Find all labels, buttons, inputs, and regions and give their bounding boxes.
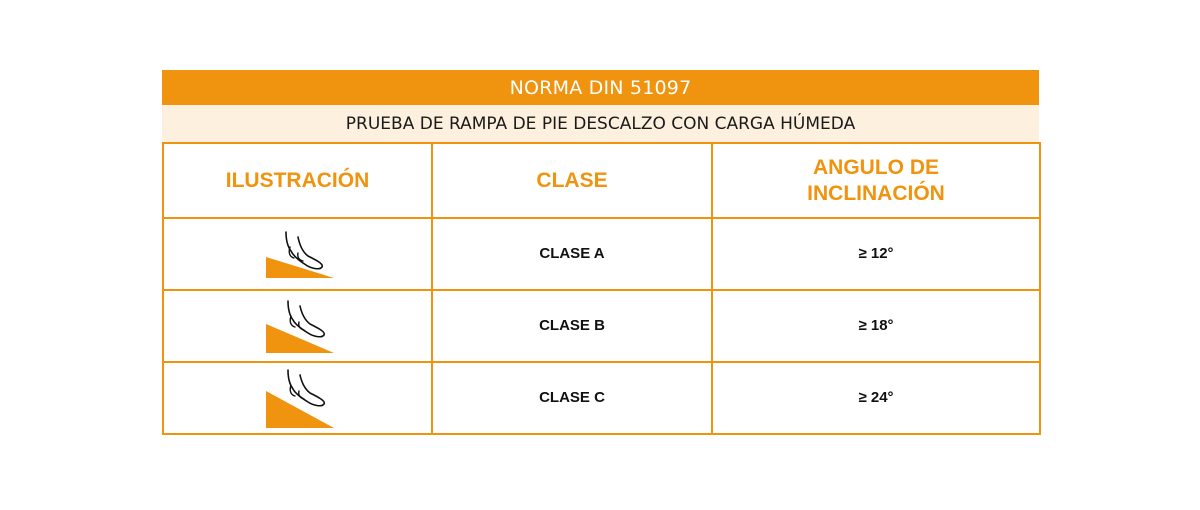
class-cell bbox=[432, 290, 712, 362]
class-value: CLASE A bbox=[539, 245, 605, 262]
page-subtitle: PRUEBA DE RAMPA DE PIE DESCALZO CON CARGA HÚMEDA bbox=[162, 105, 1039, 142]
header-illustration-label: ILUSTRACIÓN bbox=[225, 168, 370, 192]
header-illustration bbox=[163, 143, 432, 218]
angle-cell bbox=[712, 218, 1040, 290]
angle-value: ≥ 18° bbox=[858, 317, 894, 334]
foot-on-ramp-icon bbox=[258, 367, 338, 429]
header-class-label: CLASE bbox=[536, 168, 608, 192]
foot-on-ramp-icon bbox=[258, 229, 338, 279]
table-row bbox=[163, 290, 1040, 362]
class-cell bbox=[432, 362, 712, 434]
class-table bbox=[162, 142, 1041, 435]
header-angle-label-1: ANGULO DE bbox=[813, 155, 939, 179]
header-class bbox=[432, 143, 712, 218]
foot-on-ramp-icon bbox=[258, 298, 338, 354]
angle-value: ≥ 12° bbox=[858, 245, 894, 262]
page-title: NORMA DIN 51097 bbox=[162, 70, 1039, 105]
table-row bbox=[163, 218, 1040, 290]
illustration-cell bbox=[163, 362, 432, 434]
illustration-cell bbox=[163, 290, 432, 362]
illustration-cell bbox=[163, 218, 432, 290]
angle-cell bbox=[712, 290, 1040, 362]
table-header-row bbox=[163, 143, 1040, 218]
class-cell bbox=[432, 218, 712, 290]
angle-cell bbox=[712, 362, 1040, 434]
class-value: CLASE B bbox=[539, 317, 605, 334]
header-angle bbox=[712, 143, 1040, 218]
norm-table-container bbox=[162, 70, 1039, 435]
header-angle-label-2: INCLINACIÓN bbox=[807, 181, 945, 205]
table-row bbox=[163, 362, 1040, 434]
angle-value: ≥ 24° bbox=[858, 389, 894, 406]
class-value: CLASE C bbox=[539, 389, 605, 406]
